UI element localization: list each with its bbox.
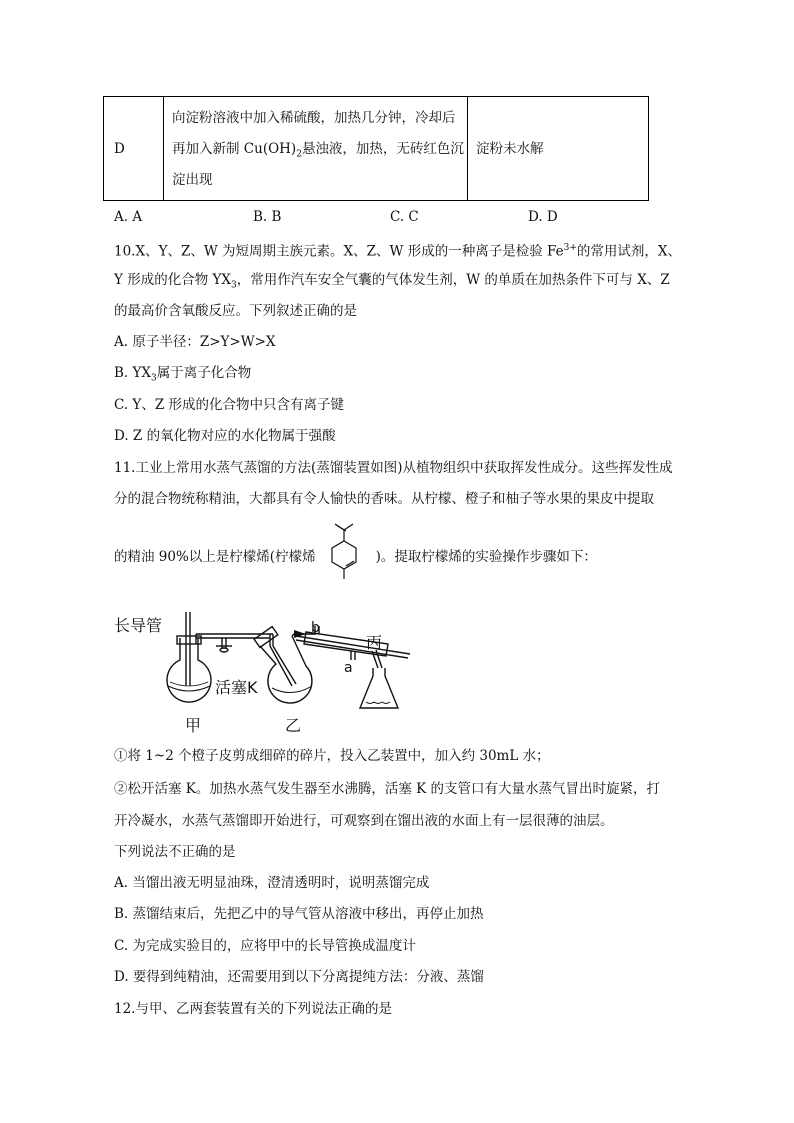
operation-line-3: 淀出现	[172, 172, 213, 188]
q12-stem: 12.与甲、乙两套装置有关的下列说法正确的是	[114, 1001, 392, 1017]
table-cell-conclusion	[468, 97, 648, 200]
row-label: D	[114, 141, 125, 157]
label-yi: 乙	[285, 716, 302, 735]
q9-option-b: B. B	[253, 209, 282, 225]
label-stopcock-k: 活塞K	[215, 678, 258, 697]
q9-option-a: A. A	[114, 209, 143, 225]
q11-question: 下列说法不正确的是	[114, 844, 236, 860]
label-b: b	[311, 620, 320, 636]
q10-option-c: C. Y、Z 形成的化合物中只含有离子键	[114, 397, 345, 413]
q11-option-a: A. 当馏出液无明显油珠，澄清透明时，说明蒸馏完成	[114, 875, 430, 891]
q10-option-b: B. $YX_3$属于离子化合物	[114, 365, 252, 384]
operation-line-1: 向淀粉溶液中加入稀硫酸，加热几分钟，冷却后	[172, 110, 456, 126]
q9-option-c: C. C	[390, 209, 419, 225]
q11-option-b: B. 蒸馏结束后，先把乙中的导气管从溶液中移出，再停止加热	[114, 906, 484, 922]
q11-stem-line-2: 分的混合物统称精油，大都具有令人愉快的香味。从柠檬、橙子和柚子等水果的果皮中提取	[114, 491, 654, 507]
q11-step-2-line-1: ②松开活塞 K。加热水蒸气发生器至水沸腾，活塞 K 的支管口有大量水蒸气冒出时旋紧，打	[114, 781, 661, 797]
limonene-structure-icon	[314, 521, 374, 583]
q10-stem-line-3: 的最高价含氧酸反应。下列叙述正确的是	[114, 303, 357, 319]
q11-option-c: C. 为完成实验目的，应将甲中的长导管换成温度计	[114, 938, 416, 954]
q10-stem-line-1: 10.X、Y、Z、W 为短周期主族元素。X、Z、W 形成的一种离子是检验 $Fe^{3+}$的常用试剂，X、	[114, 243, 682, 260]
conclusion-text: 淀粉未水解	[476, 141, 544, 157]
answer-table	[103, 96, 649, 201]
q11-step-1: ①将 1~2 个橙子皮剪成细碎的碎片，投入乙装置中，加入约 30mL 水；	[114, 748, 550, 764]
q11-stem-line-1: 11.工业上常用水蒸气蒸馏的方法(蒸馏装置如图)从植物组织中获取挥发性成分。这些挥发性成	[114, 460, 673, 476]
label-a: a	[344, 660, 353, 676]
q9-option-d: D. D	[528, 209, 558, 225]
q10-option-a: A. 原子半径：Z>Y>W>X	[114, 334, 276, 350]
label-jia: 甲	[185, 716, 202, 735]
table-cell-operation	[164, 97, 468, 200]
q11-option-d: D. 要得到纯精油，还需要用到以下分离提纯方法：分液、蒸馏	[114, 969, 484, 985]
q11-step-2-line-2: 开冷凝水，水蒸气蒸馏即开始进行，可观察到在馏出液的水面上有一层很薄的油层。	[114, 813, 614, 829]
label-long-tube: 长导管	[114, 616, 163, 635]
q10-option-d: D. Z 的氧化物对应的水化物属于强酸	[114, 428, 336, 444]
label-bing: 丙	[366, 633, 383, 652]
table-cell-option	[104, 97, 164, 200]
operation-line-2: 再加入新制 $Cu(OH)_2$悬浊液，加热，无砖红色沉	[172, 141, 464, 160]
q11-stem-line-3: 的精油 90%以上是柠檬烯(柠檬烯 )。提取柠檬烯的实验操作步骤如下：	[114, 549, 597, 565]
q10-stem-line-2: Y 形成的化合物 $YX_3$，常用作汽车安全气囊的气体发生剂，W 的单质在加热条件下可与 X、Z	[114, 272, 670, 291]
